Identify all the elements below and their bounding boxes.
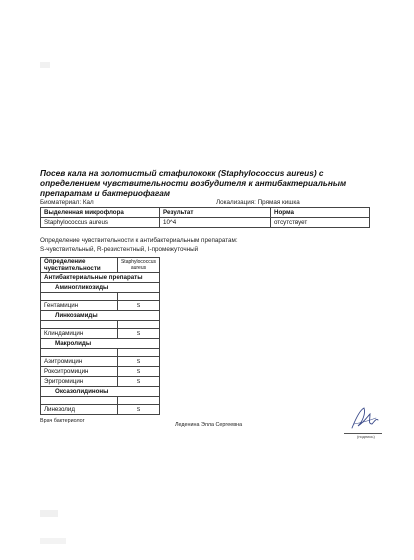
blank-cell: [117, 397, 159, 405]
blank-cell: [41, 397, 118, 405]
signature-caption: (подпись): [357, 434, 375, 439]
drug-name: Клиндамицин: [41, 329, 118, 339]
cell-microflora: Staphylococcus aureus: [41, 218, 160, 228]
handwritten-signature: [346, 404, 382, 432]
group-label: Макролиды: [41, 339, 160, 349]
section-row: [41, 273, 160, 283]
group-label: Аминогликозиды: [41, 283, 160, 293]
spacer-row: [41, 349, 160, 357]
drug-name: Азитромицин: [41, 357, 118, 367]
group-row: [41, 283, 160, 293]
drug-name: Эритромицин: [41, 377, 118, 387]
drug-value: S: [117, 357, 159, 367]
results-header-row: [41, 208, 370, 218]
group-row: [41, 311, 160, 321]
document-title: Посев кала на золотистый стафилококк (Staphylococcus aureus) с определением чувствительности возбудителя к антибактериальным препаратам и бактериофагам: [40, 168, 347, 198]
drug-value: S: [117, 301, 159, 311]
doctor-name: Леденина Элла Сергеевна: [175, 422, 243, 428]
sensitivity-header-row: [41, 258, 160, 273]
drug-value: S: [117, 405, 159, 415]
intro-legend: S-чувствительный, R-резистентный, I-промежуточный: [40, 246, 199, 253]
blank-cell: [41, 321, 118, 329]
group-label: Оксазолидиноны: [41, 387, 160, 397]
scan-artifact: [40, 62, 50, 68]
drug-value: S: [117, 377, 159, 387]
cell-norm: отсутствует: [271, 218, 370, 228]
scan-artifact: [40, 538, 66, 544]
biomaterial-label: Биоматериал: Кал: [40, 199, 94, 206]
header-determination: Определение чувствительности: [41, 258, 118, 273]
table-row: [41, 405, 160, 415]
sensitivity-table: [40, 257, 160, 415]
table-row: [41, 377, 160, 387]
section-label: Антибактериальные препараты: [41, 273, 160, 283]
header-organism: Staphylococcus aureus: [117, 258, 159, 273]
group-label: Линкозамиды: [41, 311, 160, 321]
table-row: [41, 301, 160, 311]
drug-name: Гентамицин: [41, 301, 118, 311]
drug-value: S: [117, 329, 159, 339]
header-result: Результат: [160, 208, 271, 218]
table-row: [41, 357, 160, 367]
blank-cell: [117, 349, 159, 357]
group-row: [41, 387, 160, 397]
blank-cell: [41, 293, 118, 301]
drug-value: S: [117, 367, 159, 377]
intro-line: Определение чувствительности к антибактериальным препаратам:: [40, 237, 238, 244]
table-row: [41, 218, 370, 228]
table-row: [41, 329, 160, 339]
scan-artifact: [40, 510, 58, 517]
sensitivity-intro: [40, 236, 238, 254]
localization-label: Локализация: Прямая кишка: [216, 199, 300, 206]
spacer-row: [41, 321, 160, 329]
results-table: [40, 207, 370, 228]
spacer-row: [41, 397, 160, 405]
cell-result: 10^4: [160, 218, 271, 228]
drug-name: Линезолид: [41, 405, 118, 415]
table-row: [41, 367, 160, 377]
group-row: [41, 339, 160, 349]
header-norm: Норма: [271, 208, 370, 218]
header-microflora: Выделенная микрофлора: [41, 208, 160, 218]
blank-cell: [41, 349, 118, 357]
spacer-row: [41, 293, 160, 301]
blank-cell: [117, 321, 159, 329]
blank-cell: [117, 293, 159, 301]
doctor-role: Врач бактериолог: [40, 418, 85, 424]
drug-name: Рокситромицин: [41, 367, 118, 377]
